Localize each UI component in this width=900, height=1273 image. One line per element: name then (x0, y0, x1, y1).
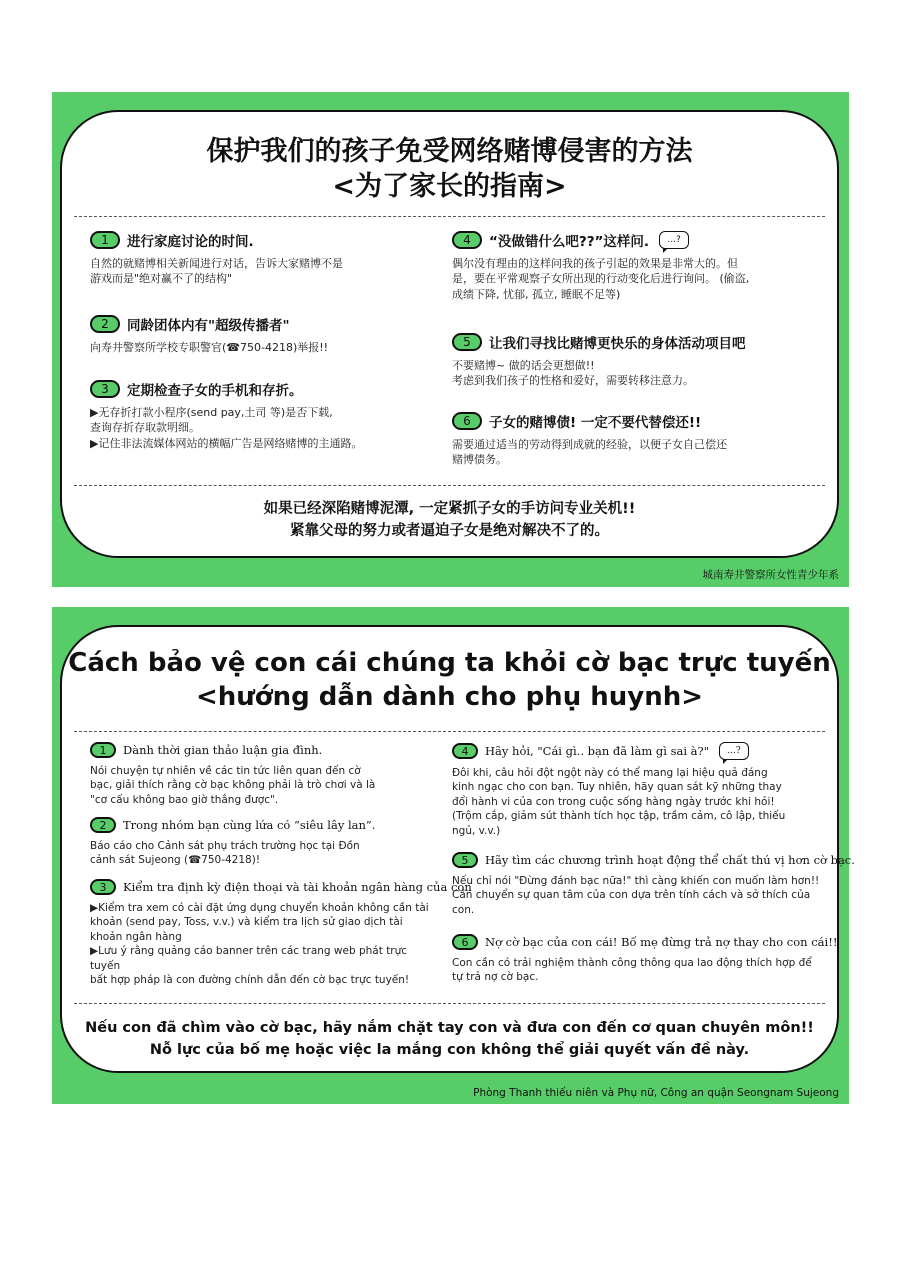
tip-line: ngủ, v.v.) (452, 824, 501, 837)
tip-line: 考虑到我们孩子的性格和爱好，需要转移注意力。 (452, 374, 694, 388)
tip-heading: Nợ cờ bạc của con cái! Bố mẹ đừng trả nợ thay cho con cái!! (485, 935, 838, 949)
tip-item-6 (452, 934, 838, 985)
tip-heading: “没做错什么吧??”这样问. (489, 234, 650, 250)
tip-line: con. (452, 903, 475, 916)
number-badge: 2 (90, 315, 120, 333)
speech-bubble-icon: ...? (659, 231, 689, 249)
chinese-guide-panel (52, 92, 849, 587)
chinese-title-line1: 保护我们的孩子免受网络赌博侵害的方法 (206, 136, 693, 167)
tip-item-1 (90, 742, 458, 807)
tip-heading: 定期检查子女的手机和存折。 (127, 383, 303, 399)
number-badge: 4 (452, 743, 478, 759)
footer-credit: Phòng Thanh thiếu niên và Phụ nữ, Công an quận Seongnam Sujeong (473, 1087, 839, 1099)
tip-line: 需要通过适当的劳动得到成就的经验，以便子女自己偿还 (452, 438, 727, 451)
closing-line1: Nếu con đã chìm vào cờ bạc, hãy nắm chặt tay con và đưa con đến cơ quan chuyên môn!! (85, 1020, 814, 1036)
tip-line: 赌博债务。 (452, 453, 507, 467)
number-badge: 2 (90, 817, 116, 833)
tip-line: Cần chuyển sự quan tâm của con dựa trên tính cách và sở thích của (452, 889, 811, 902)
tip-heading: Hãy tìm các chương trình hoạt động thể chất thú vị hơn cờ bạc. (485, 853, 855, 867)
closing-message (62, 498, 837, 543)
tip-line: ▶记住非法流媒体网站的横幅广告是网络赌博的主通路。 (90, 436, 363, 450)
vietnamese-guide-panel (52, 607, 855, 1104)
tip-line: 游戏而是"绝对赢不了的结构" (90, 272, 233, 286)
tip-line: bất hợp pháp là con đường chính dẫn đến cờ bạc trực tuyến! (90, 974, 410, 987)
tip-heading: Trong nhóm bạn cùng lứa có “siêu lây lan”. (123, 818, 376, 832)
chinese-title (62, 134, 837, 204)
tip-line: 自然的就赌博相关新闻进行对话，告诉大家赌博不是 (90, 257, 343, 270)
tip-heading: 同龄团体内有"超级传播者" (127, 318, 290, 334)
tip-line: Nếu chỉ nói "Đừng đánh bạc nữa!" thì càng khiến con muốn làm hơn!! (452, 875, 820, 887)
vietnamese-title-line1: Cách bảo vệ con cái chúng ta khỏi cờ bạc trực tuyến (68, 648, 831, 678)
vietnamese-title-line2: <hướng dẫn dành cho phụ huynh> (195, 681, 704, 712)
tip-item-3 (90, 879, 472, 988)
tip-item-3 (90, 379, 458, 451)
tip-heading: 子女的赌博债! 一定不要代替偿还!! (489, 415, 702, 431)
tip-line: 是，要在平常观察子女所出现的行动变化后进行询问。 (偷盗, (452, 272, 750, 286)
tip-heading: Dành thời gian thảo luận gia đình. (123, 743, 323, 757)
tip-line: khoản (send pay, Toss, v.v.) và kiểm tra lịch sử giao dịch tài (90, 916, 403, 929)
tip-item-4 (452, 742, 820, 838)
tip-item-5 (452, 852, 855, 917)
tip-line: Con cần có trải nghiệm thành công thông qua lao động thích hợp để (452, 957, 812, 969)
vietnamese-title (62, 647, 837, 715)
number-badge: 3 (90, 380, 120, 398)
number-badge: 4 (452, 231, 482, 249)
tip-line: 向寿井警察所学校专职警官(☎750-4218)举报!! (90, 341, 329, 354)
tip-line: cảnh sát Sujeong (☎750-4218)! (90, 854, 261, 867)
number-badge: 6 (452, 934, 478, 950)
tip-heading: 进行家庭讨论的时间. (127, 234, 254, 250)
vietnamese-guide-card (60, 625, 855, 1073)
tip-line: tuyến (90, 959, 121, 972)
tip-heading: Hãy hỏi, "Cái gì.. bạn đã làm gì sai à?" (485, 744, 709, 758)
tip-line: 偶尔没有理由的这样问我的孩子引起的效果是非常大的。但 (452, 257, 738, 270)
closing-message (62, 1017, 837, 1062)
tip-item-2 (90, 314, 458, 355)
tip-line: "cơ cấu không bao giờ thắng được". (90, 793, 279, 806)
tip-line: Đôi khi, câu hỏi đột ngột này có thể mang lại hiệu quả đáng (452, 767, 768, 779)
chinese-title-line2: <为了家长的指南> (332, 171, 567, 203)
tip-line: kinh ngạc cho con bạn. Tuy nhiên, hãy quan sát kỹ những thay (452, 781, 782, 794)
tip-line: Báo cáo cho Cảnh sát phụ trách trường học tại Đồn (90, 840, 360, 852)
tip-heading: 让我们寻找比赌博更快乐的身体活动项目吧 (489, 336, 746, 352)
tip-item-2 (90, 817, 458, 868)
bottom-divider (74, 1003, 825, 1004)
tip-line: (Trộm cắp, giảm sút thành tích học tập, trầm cảm, cô lập, thiếu (452, 810, 786, 823)
tip-line: ▶无存折打款小程序(send pay,土司 等)是否下载, (90, 406, 333, 419)
closing-line1: 如果已经深陷赌博泥潭, 一定紧抓子女的手访问专业关机!! (263, 501, 636, 517)
number-badge: 6 (452, 412, 482, 430)
number-badge: 3 (90, 879, 116, 895)
number-badge: 1 (90, 231, 120, 249)
tip-line: bạc, giải thích rằng cờ bạc không phải là trò chơi và là (90, 779, 376, 792)
tip-line: Nói chuyện tự nhiên về các tin tức liên quan đến cờ (90, 765, 361, 777)
speech-bubble-icon: ...? (719, 742, 749, 760)
tip-item-4 (452, 230, 820, 302)
tip-line: đổi hành vi của con trong cuộc sống hàng ngày trước khi hỏi! (452, 795, 775, 808)
bottom-divider (74, 485, 825, 486)
closing-line2: Nỗ lực của bố mẹ hoặc việc la mắng con không thể giải quyết vấn đề này. (149, 1042, 750, 1059)
tip-line: ▶Kiểm tra xem có cài đặt ứng dụng chuyển khoản không cần tài (90, 902, 429, 914)
number-badge: 1 (90, 742, 116, 758)
tip-item-1 (90, 230, 458, 287)
number-badge: 5 (452, 852, 478, 868)
tip-item-5 (452, 332, 820, 389)
top-divider (74, 731, 825, 732)
closing-line2: 紧靠父母的努力或者逼迫子女是绝对解决不了的。 (290, 523, 609, 540)
tip-item-6 (452, 411, 820, 468)
tip-heading: Kiểm tra định kỳ điện thoại và tài khoản ngân hàng của con (123, 880, 472, 894)
top-divider (74, 216, 825, 217)
tip-line: khoản ngân hàng (90, 930, 182, 943)
footer-credit: 城南寿井警察所女性青少年系 (702, 569, 839, 581)
tip-line: ▶Lưu ý rằng quảng cáo banner trên các trang web phát trực (90, 945, 408, 958)
number-badge: 5 (452, 333, 482, 351)
tip-line: 不要赌博~ 做的话会更想做!! (452, 359, 595, 372)
chinese-guide-card (60, 110, 839, 558)
tip-line: 成绩下降, 忧郁, 孤立, 睡眠不足等) (452, 287, 621, 301)
tip-line: 查询存折存取款明细。 (90, 421, 200, 435)
tip-line: tự trả nợ cờ bạc. (452, 971, 539, 984)
